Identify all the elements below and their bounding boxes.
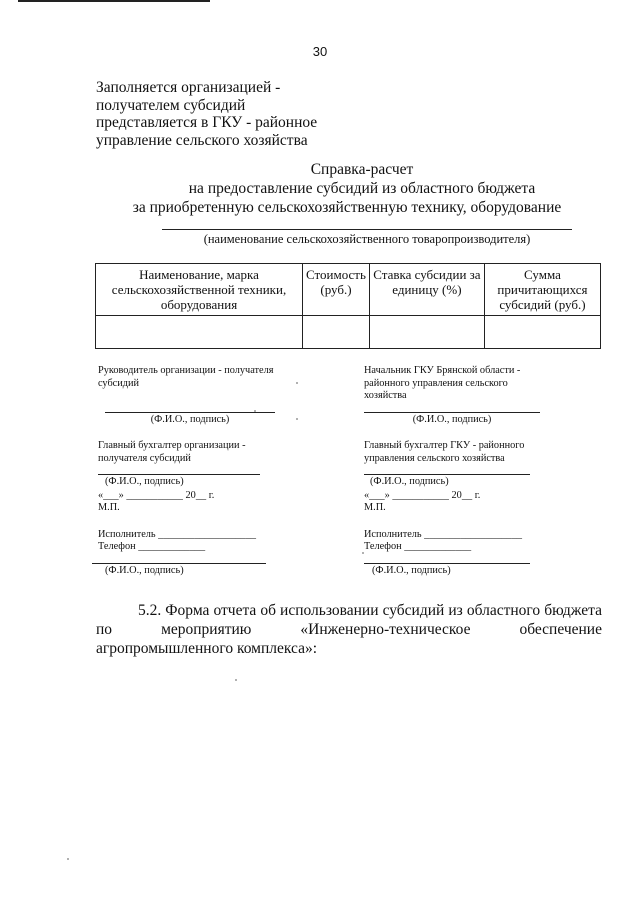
left-date-line: «___» ___________ 20__ г. xyxy=(98,490,215,501)
right-head-sign-line xyxy=(364,412,540,413)
top-rule xyxy=(18,0,210,2)
filled-by-line: Заполняется организацией - xyxy=(96,79,281,96)
right-executor-fio-caption: (Ф.И.О., подпись) xyxy=(372,565,451,576)
scan-speck xyxy=(296,418,298,420)
left-accountant-title: Главный бухгалтер организации - получателя субсидий xyxy=(98,440,246,464)
right-accountant-sign-line xyxy=(364,474,530,475)
filled-by-note xyxy=(96,79,317,149)
document-title xyxy=(0,160,640,217)
table-row xyxy=(96,316,601,349)
right-head-fio-caption: (Ф.И.О., подпись) xyxy=(412,414,492,425)
scan-speck xyxy=(362,552,364,554)
subsidy-table xyxy=(95,263,601,349)
right-phone: Телефон _____________ xyxy=(364,541,472,552)
filled-by-line: управление сельского хозяйства xyxy=(96,131,308,149)
table-header-cell: Сумма причитающихся субсидий (руб.) xyxy=(484,264,600,316)
left-executor-sign-line xyxy=(92,563,266,564)
left-head-fio-caption: (Ф.И.О., подпись) xyxy=(150,414,230,425)
filled-by-line: получателем субсидий xyxy=(96,96,246,114)
table-cell[interactable] xyxy=(96,316,303,349)
scan-speck xyxy=(67,858,69,860)
table-header-cell: Наименование, марка сельскохозяйственной техники, оборудования xyxy=(96,264,303,316)
right-stamp: М.П. xyxy=(364,502,386,513)
left-accountant-sign-line xyxy=(98,474,260,475)
page-number: 30 xyxy=(312,44,328,59)
producer-name-line xyxy=(162,229,572,230)
right-accountant-fio-caption: (Ф.И.О., подпись) xyxy=(370,476,449,487)
table-header-cell: Стоимость (руб.) xyxy=(303,264,370,316)
title-line-1: Справка-расчет xyxy=(310,161,414,178)
title-line-2: на предоставление субсидий из областного бюджета xyxy=(188,180,536,197)
scan-speck xyxy=(254,410,256,412)
producer-name-caption: (наименование сельскохозяйственного товаропроизводителя) xyxy=(203,232,531,246)
scan-speck xyxy=(296,382,298,384)
left-head-title: Руководитель организации - получателя субсидий xyxy=(98,365,274,389)
left-executor: Исполнитель ___________________ xyxy=(98,529,256,540)
filled-by-line: представляется в ГКУ - районное xyxy=(96,114,318,131)
section-5-2-content: 5.2. Форма отчета об использовании субсидий из областного бюджета по мероприятию «Инженерно-техническое обеспечение агропромышленного комплекса»: xyxy=(96,602,602,657)
right-executor: Исполнитель ___________________ xyxy=(364,529,522,540)
left-executor-fio-caption: (Ф.И.О., подпись) xyxy=(105,565,184,576)
left-head-sign-line xyxy=(105,412,275,413)
title-line-3: за приобретенную сельскохозяйственную технику, оборудование xyxy=(132,199,562,216)
scan-speck xyxy=(235,679,237,681)
table-header-row xyxy=(96,264,601,316)
right-date-line: «___» ___________ 20__ г. xyxy=(364,490,481,501)
section-5-2-text xyxy=(96,601,602,658)
right-accountant-title: Главный бухгалтер ГКУ - районного управления сельского хозяйства xyxy=(364,440,525,464)
table-cell[interactable] xyxy=(303,316,370,349)
table-cell[interactable] xyxy=(484,316,600,349)
left-accountant-fio-caption: (Ф.И.О., подпись) xyxy=(105,476,184,487)
right-head-title: Начальник ГКУ Брянской области - районного управления сельского хозяйства xyxy=(364,365,521,401)
left-phone: Телефон _____________ xyxy=(98,541,206,552)
right-executor-sign-line xyxy=(364,563,530,564)
left-stamp: М.П. xyxy=(98,502,120,513)
table-header-cell: Ставка субсидии за единицу (%) xyxy=(369,264,484,316)
table-cell[interactable] xyxy=(369,316,484,349)
